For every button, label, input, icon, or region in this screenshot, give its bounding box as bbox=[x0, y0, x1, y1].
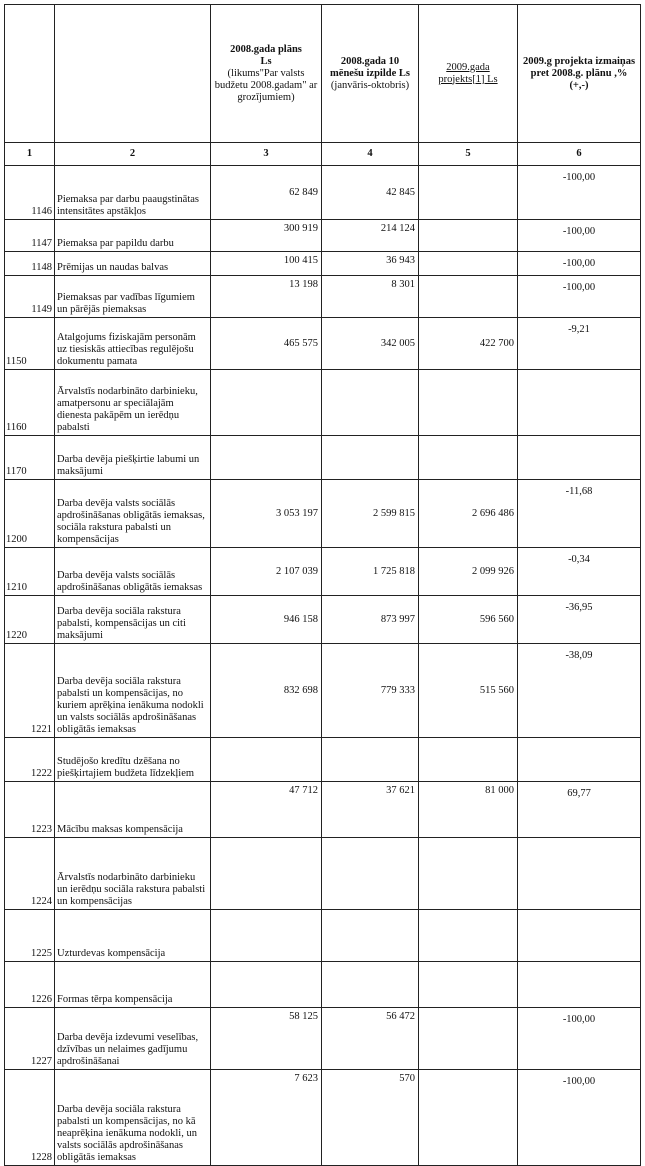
exec-2008-cell: 56 472 bbox=[322, 1008, 419, 1070]
item-name-cell: Ārvalstīs nodarbināto darbinieku un ierēdņu sociāla rakstura pabalsti un kompensācijas bbox=[55, 838, 211, 910]
header-exec-2008 bbox=[322, 5, 419, 143]
item-name-cell: Atalgojums fiziskajām personām uz tiesiskās attiecības regulējošu dokumentu pamata bbox=[55, 318, 211, 370]
project-2009-cell: 515 560 bbox=[419, 644, 518, 738]
plan-2008-cell bbox=[211, 370, 322, 436]
code-cell: 1224 bbox=[5, 838, 55, 910]
project-2009-cell bbox=[419, 436, 518, 480]
item-name-cell: Darba devēja izdevumi veselības, dzīvības un nelaimes gadījumu apdrošināšanai bbox=[55, 1008, 211, 1070]
project-2009-cell bbox=[419, 220, 518, 252]
code-cell: 1225 bbox=[5, 910, 55, 962]
plan-2008-cell: 300 919 bbox=[211, 220, 322, 252]
column-number: 5 bbox=[419, 143, 518, 166]
plan-2008-cell bbox=[211, 910, 322, 962]
header-plan-2008-unit: Ls bbox=[260, 55, 272, 67]
table-row bbox=[5, 480, 641, 548]
table-row bbox=[5, 596, 641, 644]
project-2009-cell: 596 560 bbox=[419, 596, 518, 644]
plan-2008-cell bbox=[211, 738, 322, 782]
code-cell: 1200 bbox=[5, 480, 55, 548]
exec-2008-cell bbox=[322, 838, 419, 910]
project-2009-cell bbox=[419, 838, 518, 910]
plan-2008-cell: 2 107 039 bbox=[211, 548, 322, 596]
exec-2008-cell: 779 333 bbox=[322, 644, 419, 738]
item-name-cell: Darba devēja piešķirtie labumi un maksājumi bbox=[55, 436, 211, 480]
code-cell: 1222 bbox=[5, 738, 55, 782]
column-number: 1 bbox=[5, 143, 55, 166]
header-change-title: 2009.g projekta izmaiņas pret 2008.g. plānu ,% (+,-) bbox=[522, 55, 636, 91]
change-percent-cell bbox=[518, 962, 641, 1008]
header-exec-2008-title: 2008.gada 10 mēnešu izpilde Ls bbox=[330, 55, 410, 79]
project-2009-cell bbox=[419, 738, 518, 782]
table-row bbox=[5, 220, 641, 252]
exec-2008-cell bbox=[322, 962, 419, 1008]
code-cell: 1149 bbox=[5, 276, 55, 318]
exec-2008-cell: 37 621 bbox=[322, 782, 419, 838]
project-2009-cell bbox=[419, 166, 518, 220]
table-row bbox=[5, 838, 641, 910]
project-2009-cell bbox=[419, 962, 518, 1008]
plan-2008-cell bbox=[211, 838, 322, 910]
table-row bbox=[5, 252, 641, 276]
header-plan-2008-note: (likums"Par valsts budžetu 2008.gadam" ar grozījumiem) bbox=[214, 67, 318, 103]
change-percent-cell: -100,00 bbox=[518, 1008, 641, 1070]
exec-2008-cell: 36 943 bbox=[322, 252, 419, 276]
table-row bbox=[5, 166, 641, 220]
plan-2008-cell bbox=[211, 962, 322, 1008]
table-row bbox=[5, 782, 641, 838]
item-name-cell: Darba devēja valsts sociālās apdrošināšanas obligātās iemaksas bbox=[55, 548, 211, 596]
header-plan-2008 bbox=[211, 5, 322, 143]
table-row bbox=[5, 318, 641, 370]
exec-2008-cell: 214 124 bbox=[322, 220, 419, 252]
change-percent-cell: -38,09 bbox=[518, 644, 641, 738]
code-cell: 1147 bbox=[5, 220, 55, 252]
exec-2008-cell: 873 997 bbox=[322, 596, 419, 644]
code-cell: 1170 bbox=[5, 436, 55, 480]
table-row bbox=[5, 436, 641, 480]
change-percent-cell bbox=[518, 370, 641, 436]
change-percent-cell: -100,00 bbox=[518, 220, 641, 252]
table-row bbox=[5, 910, 641, 962]
header-code bbox=[5, 5, 55, 143]
plan-2008-cell: 465 575 bbox=[211, 318, 322, 370]
exec-2008-cell: 570 bbox=[322, 1070, 419, 1166]
code-cell: 1226 bbox=[5, 962, 55, 1008]
item-name-cell: Prēmijas un naudas balvas bbox=[55, 252, 211, 276]
code-cell: 1160 bbox=[5, 370, 55, 436]
exec-2008-cell: 342 005 bbox=[322, 318, 419, 370]
table-row bbox=[5, 276, 641, 318]
item-name-cell: Uzturdevas kompensācija bbox=[55, 910, 211, 962]
header-plan-2008-title: 2008.gada plāns bbox=[230, 43, 302, 55]
item-name-cell: Mācību maksas kompensācija bbox=[55, 782, 211, 838]
column-number: 2 bbox=[55, 143, 211, 166]
code-cell: 1228 bbox=[5, 1070, 55, 1166]
project-2009-cell bbox=[419, 370, 518, 436]
change-percent-cell bbox=[518, 738, 641, 782]
code-cell: 1220 bbox=[5, 596, 55, 644]
project-2009-cell: 422 700 bbox=[419, 318, 518, 370]
project-2009-cell bbox=[419, 252, 518, 276]
code-cell: 1210 bbox=[5, 548, 55, 596]
table-row bbox=[5, 1070, 641, 1166]
table-row bbox=[5, 548, 641, 596]
header-name bbox=[55, 5, 211, 143]
exec-2008-cell bbox=[322, 370, 419, 436]
column-number: 4 bbox=[322, 143, 419, 166]
plan-2008-cell: 13 198 bbox=[211, 276, 322, 318]
table-row bbox=[5, 738, 641, 782]
item-name-cell: Piemaksas par vadības līgumiem un pārējās piemaksas bbox=[55, 276, 211, 318]
exec-2008-cell: 42 845 bbox=[322, 166, 419, 220]
table-row bbox=[5, 962, 641, 1008]
header-exec-2008-note: (janvāris-oktobris) bbox=[330, 79, 410, 91]
project-2009-cell bbox=[419, 276, 518, 318]
project-2009-cell bbox=[419, 1070, 518, 1166]
plan-2008-cell: 832 698 bbox=[211, 644, 322, 738]
change-percent-cell: -100,00 bbox=[518, 1070, 641, 1166]
change-percent-cell bbox=[518, 838, 641, 910]
column-number: 3 bbox=[211, 143, 322, 166]
header-row bbox=[5, 5, 641, 143]
exec-2008-cell bbox=[322, 738, 419, 782]
code-cell: 1221 bbox=[5, 644, 55, 738]
column-number: 6 bbox=[518, 143, 641, 166]
project-2009-cell bbox=[419, 910, 518, 962]
change-percent-cell: -11,68 bbox=[518, 480, 641, 548]
plan-2008-cell: 946 158 bbox=[211, 596, 322, 644]
code-cell: 1223 bbox=[5, 782, 55, 838]
header-project-2009-link[interactable]: 2009.gada projekts[1] Ls bbox=[438, 61, 498, 85]
plan-2008-cell bbox=[211, 436, 322, 480]
change-percent-cell: -0,34 bbox=[518, 548, 641, 596]
project-2009-cell: 2 696 486 bbox=[419, 480, 518, 548]
column-number-row bbox=[5, 143, 641, 166]
plan-2008-cell: 47 712 bbox=[211, 782, 322, 838]
item-name-cell: Studējošo kredītu dzēšana no piešķirtajiem budžeta līdzekļiem bbox=[55, 738, 211, 782]
code-cell: 1146 bbox=[5, 166, 55, 220]
change-percent-cell: -100,00 bbox=[518, 166, 641, 220]
code-cell: 1150 bbox=[5, 318, 55, 370]
item-name-cell: Darba devēja sociāla rakstura pabalsti, kompensācijas un citi maksājumi bbox=[55, 596, 211, 644]
project-2009-cell: 81 000 bbox=[419, 782, 518, 838]
code-cell: 1148 bbox=[5, 252, 55, 276]
code-cell: 1227 bbox=[5, 1008, 55, 1070]
item-name-cell: Formas tērpa kompensācija bbox=[55, 962, 211, 1008]
exec-2008-cell bbox=[322, 910, 419, 962]
change-percent-cell: -9,21 bbox=[518, 318, 641, 370]
plan-2008-cell: 62 849 bbox=[211, 166, 322, 220]
item-name-cell: Darba devēja sociāla rakstura pabalsti un kompensācijas, no kā neaprēķina ienākuma nodokli, un valsts sociālās apdrošināšanas obligātās iemaksas bbox=[55, 1070, 211, 1166]
change-percent-cell bbox=[518, 436, 641, 480]
item-name-cell: Piemaksa par papildu darbu bbox=[55, 220, 211, 252]
exec-2008-cell: 8 301 bbox=[322, 276, 419, 318]
exec-2008-cell: 1 725 818 bbox=[322, 548, 419, 596]
exec-2008-cell: 2 599 815 bbox=[322, 480, 419, 548]
project-2009-cell: 2 099 926 bbox=[419, 548, 518, 596]
change-percent-cell: 69,77 bbox=[518, 782, 641, 838]
change-percent-cell: -36,95 bbox=[518, 596, 641, 644]
header-change bbox=[518, 5, 641, 143]
table-row bbox=[5, 1008, 641, 1070]
plan-2008-cell: 58 125 bbox=[211, 1008, 322, 1070]
change-percent-cell: -100,00 bbox=[518, 252, 641, 276]
item-name-cell: Ārvalstīs nodarbināto darbinieku, amatpersonu ar speciālajām dienesta pakāpēm un ierēdņu pabalsti bbox=[55, 370, 211, 436]
plan-2008-cell: 7 623 bbox=[211, 1070, 322, 1166]
header-project-2009 bbox=[419, 5, 518, 143]
item-name-cell: Darba devēja sociāla rakstura pabalsti un kompensācijas, no kuriem aprēķina ienākuma nodokli un valsts sociālās apdrošināšanas obligātās iemaksas bbox=[55, 644, 211, 738]
budget-table bbox=[4, 4, 641, 1166]
change-percent-cell bbox=[518, 910, 641, 962]
table-row bbox=[5, 370, 641, 436]
item-name-cell: Darba devēja valsts sociālās apdrošināšanas obligātās iemaksas, sociāla rakstura pabalsti un kompensācijas bbox=[55, 480, 211, 548]
plan-2008-cell: 3 053 197 bbox=[211, 480, 322, 548]
change-percent-cell: -100,00 bbox=[518, 276, 641, 318]
plan-2008-cell: 100 415 bbox=[211, 252, 322, 276]
table-row bbox=[5, 644, 641, 738]
item-name-cell: Piemaksa par darbu paaugstinātas intensitātes apstākļos bbox=[55, 166, 211, 220]
exec-2008-cell bbox=[322, 436, 419, 480]
project-2009-cell bbox=[419, 1008, 518, 1070]
